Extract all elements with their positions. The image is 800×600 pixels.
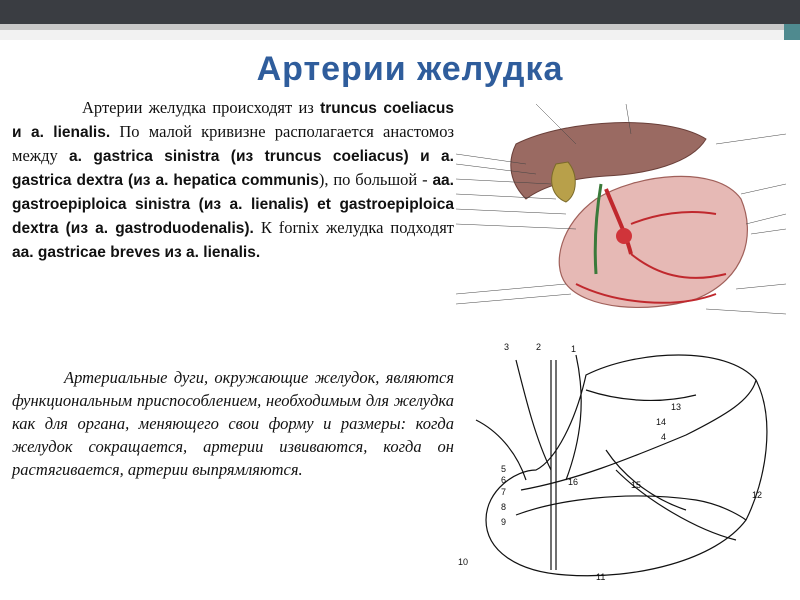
diagram-label: 15 [631, 480, 642, 490]
arterial-scheme-diagram [456, 340, 786, 585]
diagram-label: 9 [501, 517, 507, 527]
diagram-label: 3 [504, 342, 510, 352]
bold-run: aa. gastricae breves из a. lienalis. [12, 244, 261, 261]
paragraph-main [12, 96, 454, 264]
diagram-label: 7 [501, 487, 507, 497]
top-bar [0, 0, 800, 24]
accent-stripe-light [0, 30, 800, 40]
text-run: Артерии желудка происходят из [82, 98, 321, 117]
text-run: По малой кривизне располагается анастомоз между [12, 122, 454, 165]
bold-run: aa. gastroepiploica sinistra (из a. lienalis) et gastroepiploica dextra (из a. gastroduodenalis). [12, 172, 454, 237]
diagram-label: 5 [501, 464, 507, 474]
diagram-label: 4 [661, 432, 667, 442]
diagram-label: 8 [501, 502, 507, 512]
diagram-label: 13 [671, 402, 682, 412]
diagram-label: 6 [501, 475, 507, 485]
diagram-label: 1 [571, 344, 577, 354]
diagram-label: 16 [568, 477, 579, 487]
diagram-label: 11 [596, 572, 606, 582]
corner-decoration [784, 24, 800, 40]
slide-title: Артерии желудка [256, 50, 564, 88]
diagram-label: 12 [752, 490, 763, 500]
diagram-label: 2 [536, 342, 542, 352]
diagram-label: 10 [458, 557, 469, 567]
bold-run: truncus coeliacus и a. lienalis. [12, 100, 454, 141]
text-run: К fornix желудка подходят [253, 218, 454, 237]
bold-run: a. gastrica sinistra (из truncus coeliacus) и a. gastrica dextra (из a. hepatica communis [12, 148, 454, 189]
paragraph-italic: Артериальные дуги, окружающие желудок, являются функциональным приспособлением, необходимым для желудка как для органа, меняющего свои форму и размеры: когда желудок сокращается, артерии извиваются, когда он растягивается, артерии выпрямляются. [12, 368, 454, 479]
stomach-arteries-illustration [456, 104, 786, 324]
diagram-label: 14 [656, 417, 667, 427]
text-run: ), по большой - [318, 170, 433, 189]
